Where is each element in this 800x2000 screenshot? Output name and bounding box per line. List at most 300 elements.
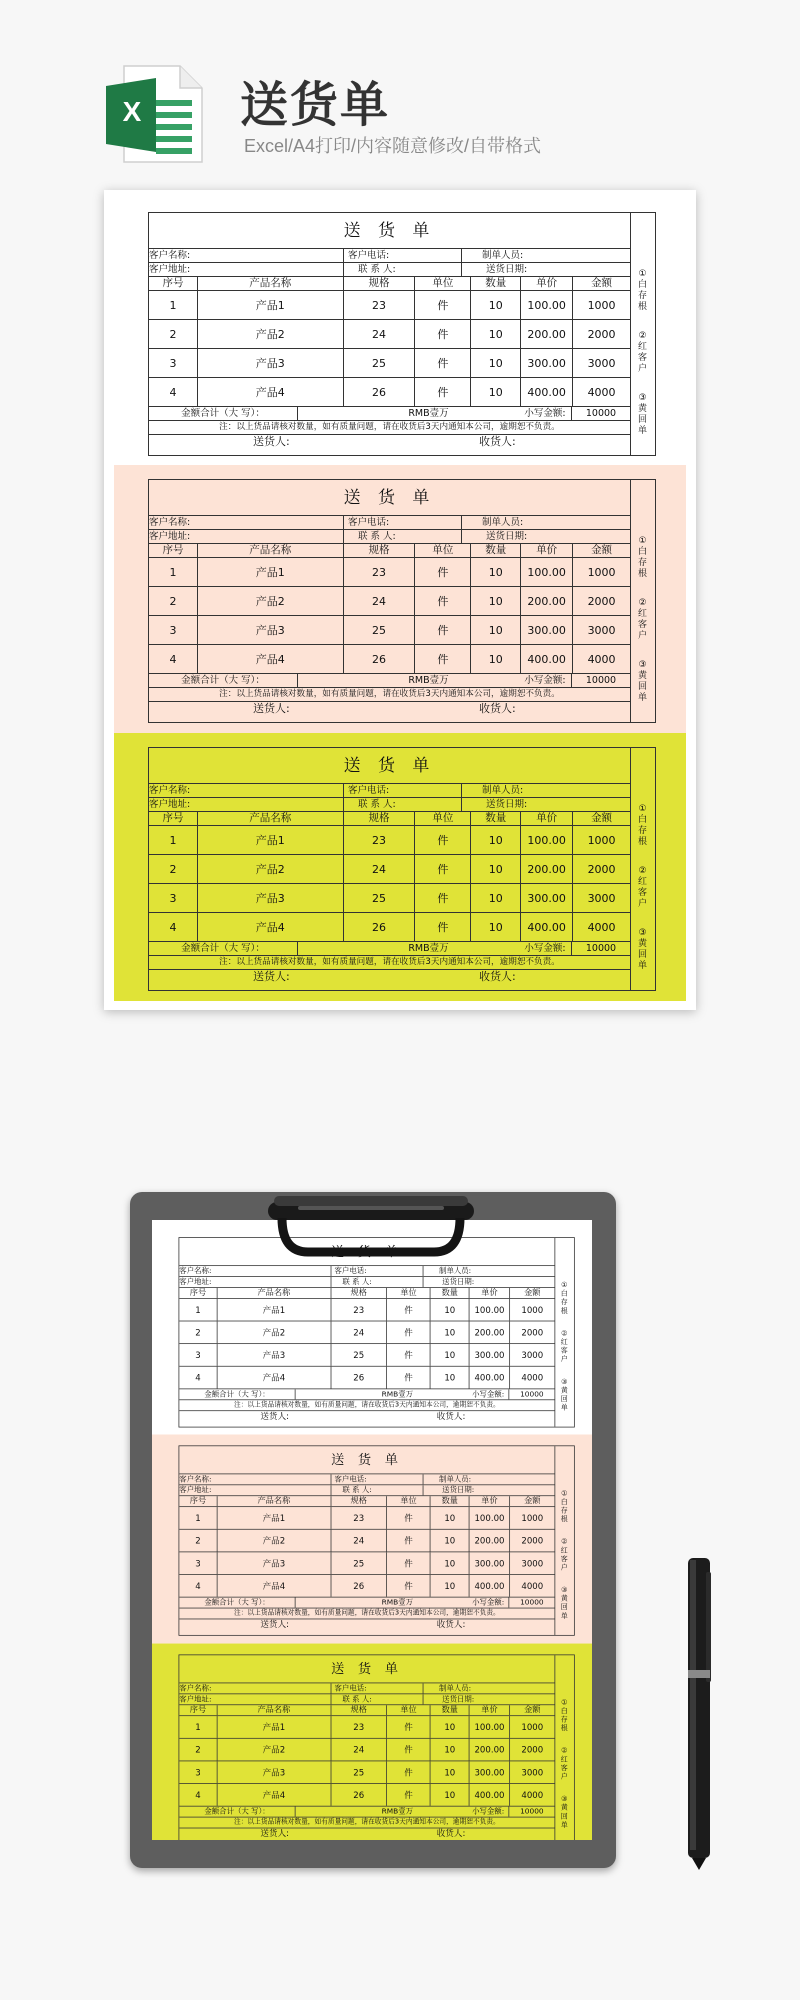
column-header: 金额 [509, 1496, 554, 1506]
table-cell: 产品3 [197, 349, 343, 377]
table-row [149, 378, 630, 407]
table-cell: 件 [386, 1507, 430, 1529]
column-header: 规格 [330, 1288, 386, 1298]
page-title: 送货单 [240, 77, 391, 133]
page-subtitle: Excel/A4打印/内容随意修改/自带格式 [244, 136, 542, 156]
table-cell: 件 [414, 320, 470, 348]
table-cell: 200.00 [469, 1530, 509, 1552]
copy-number: ① [561, 1489, 568, 1498]
copy-label-char: 黄 [637, 671, 647, 681]
total-upper-value: RMB壹万 [295, 1598, 468, 1608]
table-cell: 10 [430, 1344, 469, 1366]
copy-label-char: 白 [637, 280, 647, 290]
customer-name-label: 客户名称: [179, 1475, 212, 1484]
total-row [149, 942, 630, 956]
table-cell: 200.00 [469, 1739, 509, 1761]
table-cell: 200.00 [469, 1321, 509, 1343]
copy-label-char: 黄 [560, 1595, 568, 1603]
info-row [179, 1266, 554, 1277]
column-header: 金额 [572, 812, 630, 825]
table-cell: 产品4 [217, 1367, 331, 1389]
table-cell: 24 [330, 1739, 386, 1761]
form-main [179, 1446, 555, 1635]
table-row [149, 291, 630, 320]
column-header: 序号 [162, 812, 184, 824]
column-header: 数量 [430, 1496, 469, 1506]
total-upper-value: RMB壹万 [297, 674, 519, 687]
table-cell: 件 [386, 1367, 430, 1389]
signature-row [179, 1411, 554, 1422]
copy-label-char: 根 [637, 302, 647, 312]
table-cell: 产品2 [197, 320, 343, 348]
column-header: 金额 [509, 1288, 554, 1298]
table-cell: 3 [169, 891, 177, 905]
copy-label-group [554, 1587, 574, 1621]
total-upper-label: 金额合计（大 写）： [181, 675, 265, 686]
contact-label: 联 系 人: [343, 530, 461, 543]
copy-label-char: 存 [637, 826, 647, 836]
receiver-label: 收货人: [479, 970, 516, 983]
table-cell: 4000 [509, 1367, 554, 1389]
clipboard-form-copy [152, 1435, 592, 1644]
column-header: 数量 [470, 544, 520, 557]
column-header: 金额 [509, 1705, 554, 1715]
column-header: 规格 [343, 277, 415, 290]
maker-label: 制单人员: [423, 1266, 555, 1276]
table-cell: 10 [470, 320, 520, 348]
total-small-value: 10000 [508, 1598, 554, 1608]
copy-label-char: 户 [637, 899, 647, 909]
table-row [179, 1761, 554, 1784]
table-row [149, 826, 630, 855]
maker-label: 制单人员: [461, 516, 630, 529]
column-header: 序号 [162, 544, 184, 556]
table-row [179, 1552, 554, 1575]
table-cell: 4000 [572, 913, 630, 941]
signature-row [179, 1828, 554, 1839]
table-cell: 产品4 [197, 645, 343, 673]
table-cell: 产品3 [197, 884, 343, 912]
table-cell: 10 [470, 349, 520, 377]
table-row [179, 1299, 554, 1322]
copy-label-group [554, 1282, 574, 1316]
copy-label-char: 存 [560, 1298, 568, 1307]
table-cell: 3000 [509, 1552, 554, 1574]
table-cell: 件 [386, 1344, 430, 1366]
delivery-date-label: 送货日期: [423, 1277, 555, 1287]
table-cell: 件 [386, 1321, 430, 1343]
copy-label-group [554, 1796, 574, 1830]
table-cell: 产品1 [217, 1507, 331, 1529]
copy-label-char: 红 [637, 342, 647, 352]
copy-label-char: 客 [637, 353, 647, 363]
copy-label-char: 存 [637, 291, 647, 301]
table-cell: 件 [414, 855, 470, 883]
table-cell: 1000 [509, 1716, 554, 1738]
copy-label-char: 单 [560, 1612, 568, 1621]
copy-label-char: 回 [637, 950, 647, 960]
signature-row [179, 1619, 554, 1630]
table-cell: 1000 [509, 1507, 554, 1529]
table-cell: 25 [343, 884, 415, 912]
table-row [149, 855, 630, 884]
total-upper-label: 金额合计（大 写）： [204, 1598, 270, 1607]
sender-label: 送货人: [253, 702, 290, 715]
copy-label-group [554, 1699, 574, 1733]
table-cell: 10 [470, 645, 520, 673]
table-cell: 3000 [509, 1761, 554, 1783]
copy-label-group [630, 804, 655, 848]
copy-number: ② [638, 598, 647, 608]
table-cell: 产品2 [217, 1739, 331, 1761]
column-header: 单位 [386, 1705, 430, 1715]
column-header: 单位 [386, 1288, 430, 1298]
copy-number: ② [561, 1538, 568, 1547]
customer-address-label: 客户地址: [149, 799, 191, 810]
table-cell: 23 [330, 1716, 386, 1738]
total-small-value: 10000 [508, 1389, 554, 1399]
copy-label-char: 红 [637, 609, 647, 619]
customer-address-label: 客户地址: [149, 531, 191, 542]
table-cell: 2 [169, 594, 177, 608]
copy-number: ① [638, 269, 647, 279]
copy-label-group [554, 1490, 574, 1524]
table-cell: 产品1 [197, 558, 343, 586]
copy-label-group [554, 1747, 574, 1781]
info-row [149, 798, 630, 812]
copy-number: ② [561, 1329, 568, 1338]
table-cell: 件 [386, 1761, 430, 1783]
table-cell: 400.00 [469, 1575, 509, 1597]
excel-file-icon [104, 64, 204, 164]
table-cell: 1000 [572, 826, 630, 854]
form-title: 送 货 单 [179, 1655, 554, 1683]
table-cell: 4 [195, 1372, 201, 1383]
column-header: 产品名称 [217, 1705, 331, 1715]
note-text: 注：以上货品请核对数量，如有质量问题，请在收货后3天内通知本公司，逾期恕不负责。 [234, 1818, 500, 1827]
sender-label: 送货人: [260, 1828, 290, 1839]
copy-label-char: 根 [637, 837, 647, 847]
contact-label: 联 系 人: [331, 1485, 423, 1495]
table-cell: 3 [195, 1558, 201, 1569]
table-cell: 25 [330, 1761, 386, 1783]
preview-sheet [104, 190, 696, 1010]
table-row [179, 1507, 554, 1530]
copy-label-char: 存 [637, 558, 647, 568]
copy-label-char: 根 [560, 1307, 568, 1316]
copy-number: ③ [638, 660, 647, 670]
column-header: 规格 [343, 812, 415, 825]
copy-label-char: 存 [560, 1716, 568, 1724]
info-row [179, 1474, 554, 1485]
table-cell: 10 [430, 1575, 469, 1597]
receiver-label: 收货人: [436, 1411, 466, 1422]
copy-label-char: 存 [560, 1507, 568, 1515]
table-row [179, 1344, 554, 1367]
contact-label: 联 系 人: [331, 1277, 423, 1287]
table-cell: 24 [343, 587, 415, 615]
total-upper-value: RMB壹万 [295, 1389, 468, 1399]
copy-label-char: 白 [560, 1707, 568, 1716]
table-cell: 100.00 [469, 1716, 509, 1738]
note-text: 注：以上货品请核对数量，如有质量问题，请在收货后3天内通知本公司，逾期恕不负责。 [234, 1609, 500, 1618]
table-cell: 10 [430, 1321, 469, 1343]
clipboard-form-copy [152, 1644, 592, 1840]
column-header: 数量 [430, 1705, 469, 1715]
copy-label-char: 单 [560, 1404, 568, 1412]
table-row [179, 1321, 554, 1344]
delivery-form [148, 747, 656, 991]
signature-row [149, 435, 630, 449]
table-cell: 23 [330, 1299, 386, 1321]
info-row [179, 1683, 554, 1694]
total-upper-label: 金额合计（大 写）： [204, 1390, 270, 1399]
column-header: 数量 [470, 277, 520, 290]
maker-label: 制单人员: [423, 1683, 555, 1693]
copy-label-group [554, 1538, 574, 1572]
table-cell: 25 [343, 616, 415, 644]
column-header: 单价 [469, 1496, 509, 1506]
copy-number: ② [638, 866, 647, 876]
note-text: 注：以上货品请核对数量，如有质量问题，请在收货后3天内通知本公司，逾期恕不负责。 [219, 689, 560, 699]
delivery-form [148, 479, 656, 723]
copy-labels [554, 1655, 574, 1840]
copy-label-char: 回 [560, 1603, 568, 1612]
table-cell: 25 [330, 1344, 386, 1366]
table-cell: 件 [386, 1575, 430, 1597]
table-cell: 产品4 [197, 913, 343, 941]
copy-label-char: 根 [560, 1724, 568, 1733]
copy-label-char: 黄 [560, 1386, 568, 1395]
customer-phone-label: 客户电话: [343, 516, 461, 529]
info-row [149, 784, 630, 798]
table-cell: 件 [386, 1299, 430, 1321]
column-header: 数量 [470, 812, 520, 825]
customer-name-label: 客户名称: [149, 517, 191, 528]
receiver-label: 收货人: [436, 1828, 466, 1839]
maker-label: 制单人员: [461, 784, 630, 797]
table-cell: 产品3 [217, 1761, 331, 1783]
sender-label: 送货人: [253, 435, 290, 448]
copy-label-char: 客 [560, 1555, 568, 1564]
table-cell: 4 [169, 385, 177, 399]
form-title: 送 货 单 [179, 1446, 554, 1474]
total-upper-value: RMB壹万 [297, 407, 519, 420]
table-cell: 1000 [509, 1299, 554, 1321]
copy-label-group [630, 331, 655, 375]
column-header: 序号 [189, 1705, 207, 1715]
column-header: 数量 [430, 1288, 469, 1298]
table-row [179, 1530, 554, 1553]
copy-number: ② [638, 331, 647, 341]
customer-phone-label: 客户电话: [331, 1474, 423, 1484]
form-title: 送 货 单 [149, 213, 630, 249]
table-cell: 2 [169, 327, 177, 341]
copy-label-group [630, 393, 655, 437]
note-row [149, 421, 630, 435]
table-row [149, 349, 630, 378]
copy-label-char: 回 [560, 1395, 568, 1404]
total-row [179, 1807, 554, 1818]
table-cell: 2000 [509, 1739, 554, 1761]
table-row [179, 1784, 554, 1807]
total-small-label: 小写金额: [524, 408, 566, 419]
table-cell: 3 [169, 623, 177, 637]
note-text: 注：以上货品请核对数量，如有质量问题，请在收货后3天内通知本公司，逾期恕不负责。 [234, 1400, 500, 1409]
copy-label-group [630, 660, 655, 704]
copy-labels [630, 213, 655, 455]
info-row [149, 249, 630, 263]
column-header: 产品名称 [217, 1496, 331, 1506]
form-main [179, 1655, 555, 1840]
table-cell: 300.00 [469, 1761, 509, 1783]
note-text: 注：以上货品请核对数量，如有质量问题，请在收货后3天内通知本公司，逾期恕不负责。 [219, 957, 560, 967]
copy-label-char: 单 [637, 693, 647, 703]
copy-label-char: 白 [560, 1498, 568, 1507]
total-row [179, 1389, 554, 1400]
total-row [149, 407, 630, 421]
table-cell: 1000 [572, 558, 630, 586]
table-cell: 26 [343, 913, 415, 941]
total-small-label: 小写金额: [472, 1807, 505, 1816]
table-cell: 2 [195, 1535, 201, 1546]
total-upper-value: RMB壹万 [297, 942, 519, 955]
table-cell: 件 [386, 1552, 430, 1574]
table-cell: 1 [195, 1512, 201, 1524]
copy-number: ① [561, 1698, 568, 1707]
table-cell: 2 [195, 1744, 201, 1755]
table-cell: 3000 [572, 349, 630, 377]
copy-label-char: 红 [560, 1755, 568, 1764]
table-cell: 4000 [509, 1575, 554, 1597]
receiver-label: 收货人: [436, 1619, 466, 1630]
total-upper-label: 金额合计（大 写）： [181, 943, 265, 954]
table-cell: 产品3 [217, 1344, 331, 1366]
table-cell: 产品4 [197, 378, 343, 406]
delivery-date-label: 送货日期: [461, 263, 630, 276]
column-header: 单位 [414, 812, 470, 825]
receiver-label: 收货人: [479, 702, 516, 715]
info-row [179, 1694, 554, 1705]
table-cell: 300.00 [520, 616, 572, 644]
table-cell: 23 [343, 826, 415, 854]
table-cell: 200.00 [520, 320, 572, 348]
note-row [149, 956, 630, 970]
note-row [179, 1817, 554, 1828]
copy-label-char: 红 [560, 1338, 568, 1347]
table-cell: 2 [195, 1327, 201, 1338]
table-cell: 10 [430, 1552, 469, 1574]
copy-number: ① [638, 536, 647, 546]
table-cell: 26 [343, 645, 415, 673]
table-cell: 100.00 [469, 1507, 509, 1529]
customer-phone-label: 客户电话: [343, 784, 461, 797]
delivery-date-label: 送货日期: [461, 798, 630, 811]
column-header: 产品名称 [197, 544, 343, 557]
total-row [149, 674, 630, 688]
customer-name-label: 客户名称: [179, 1266, 212, 1276]
clipboard-clamp-icon [268, 1194, 474, 1258]
table-cell: 产品3 [217, 1552, 331, 1574]
total-small-label: 小写金额: [524, 943, 566, 954]
copy-label-char: 户 [560, 1355, 568, 1364]
table-cell: 300.00 [469, 1344, 509, 1366]
info-row [149, 516, 630, 530]
copy-label-char: 白 [560, 1290, 568, 1298]
copy-label-char: 户 [637, 364, 647, 374]
customer-phone-label: 客户电话: [331, 1683, 423, 1693]
copy-label-char: 客 [637, 888, 647, 898]
copy-label-char: 客 [637, 620, 647, 630]
table-cell: 3000 [509, 1344, 554, 1366]
column-header: 序号 [189, 1496, 207, 1506]
copy-label-group [554, 1378, 574, 1412]
table-cell: 10 [430, 1299, 469, 1321]
table-cell: 产品2 [197, 587, 343, 615]
table-cell: 10 [430, 1507, 469, 1529]
copy-labels [554, 1238, 574, 1427]
info-row [149, 263, 630, 277]
customer-address-label: 客户地址: [179, 1277, 212, 1287]
note-row [179, 1400, 554, 1411]
sender-label: 送货人: [260, 1619, 290, 1630]
table-row [179, 1367, 554, 1390]
table-cell: 3 [169, 356, 177, 370]
copy-labels [554, 1446, 574, 1635]
table-row [149, 913, 630, 942]
note-row [179, 1608, 554, 1619]
table-cell: 100.00 [520, 826, 572, 854]
table-cell: 3000 [572, 884, 630, 912]
total-small-label: 小写金额: [524, 675, 566, 686]
form-copy-pink [114, 465, 686, 733]
copy-label-char: 白 [637, 547, 647, 557]
customer-address-label: 客户地址: [179, 1695, 212, 1704]
table-cell: 10 [470, 855, 520, 883]
copy-label-char: 根 [560, 1515, 568, 1524]
table-cell: 产品1 [197, 291, 343, 319]
table-cell: 26 [330, 1367, 386, 1389]
copy-label-char: 黄 [560, 1804, 568, 1813]
customer-name-label: 客户名称: [149, 250, 191, 261]
column-header: 序号 [162, 277, 184, 289]
table-cell: 2000 [509, 1530, 554, 1552]
table-cell: 3 [195, 1349, 201, 1361]
table-row [179, 1575, 554, 1598]
table-cell: 件 [386, 1784, 430, 1806]
copy-label-char: 回 [560, 1812, 568, 1821]
table-cell: 1 [195, 1304, 201, 1315]
copy-label-group [630, 269, 655, 313]
signature-row [149, 702, 630, 716]
customer-phone-label: 客户电话: [343, 249, 461, 262]
column-header: 单位 [414, 544, 470, 557]
table-cell: 件 [414, 558, 470, 586]
column-header: 产品名称 [197, 277, 343, 290]
table-cell: 10 [470, 378, 520, 406]
table-cell: 10 [430, 1716, 469, 1738]
copy-label-char: 回 [637, 415, 647, 425]
total-upper-label: 金额合计（大 写）： [204, 1807, 270, 1816]
table-cell: 10 [470, 616, 520, 644]
table-row [149, 320, 630, 349]
table-cell: 10 [430, 1784, 469, 1806]
copy-label-char: 黄 [637, 939, 647, 949]
total-upper-label: 金额合计（大 写）： [181, 408, 265, 419]
total-upper-value: RMB壹万 [295, 1807, 468, 1817]
copy-labels [630, 748, 655, 990]
copy-number: ③ [638, 393, 647, 403]
